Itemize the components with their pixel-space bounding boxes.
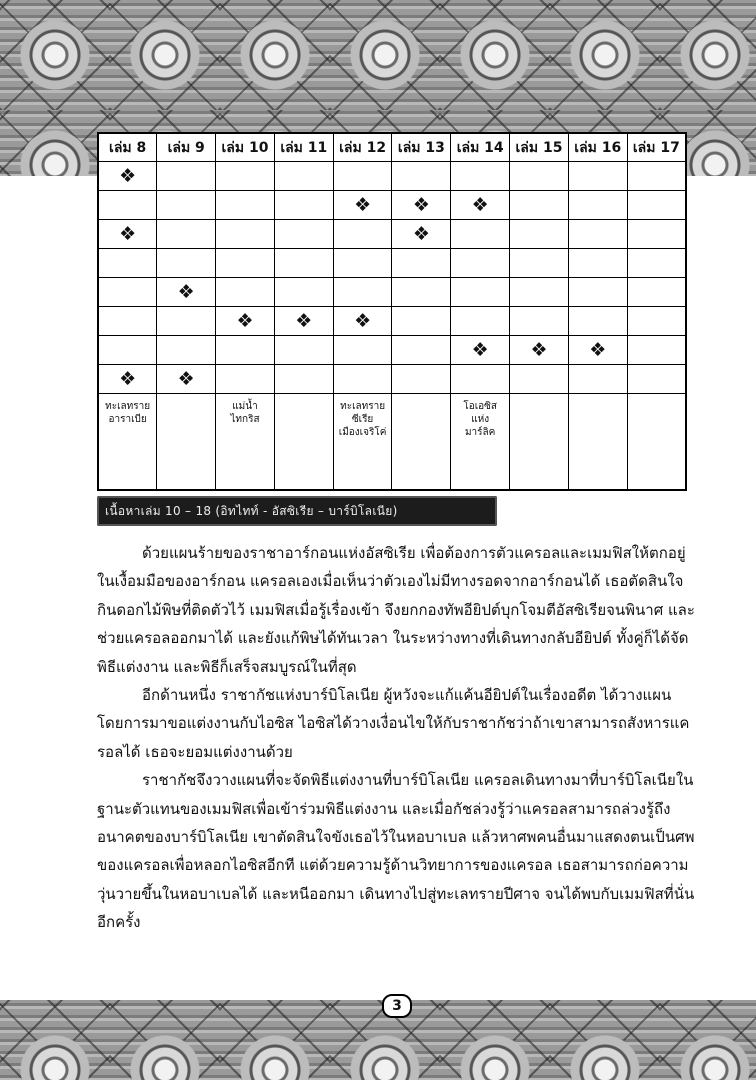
table-cell — [333, 365, 392, 394]
table-cell — [451, 162, 510, 191]
table-cell — [157, 336, 216, 365]
table-cell — [510, 307, 569, 336]
table-cell — [274, 336, 333, 365]
diamond-mark-icon: ❖ — [354, 193, 372, 216]
diamond-mark-icon: ❖ — [412, 222, 430, 245]
table-cell — [157, 220, 216, 249]
diamond-mark-icon: ❖ — [471, 193, 489, 216]
table-cell — [392, 162, 451, 191]
table-cell — [627, 336, 686, 365]
column-header: เล่ม 9 — [157, 133, 216, 162]
table-cell — [510, 365, 569, 394]
table-cell — [392, 278, 451, 307]
table-cell — [157, 365, 216, 394]
table-cell — [98, 249, 157, 278]
table-cell — [568, 365, 627, 394]
table-row — [98, 191, 686, 220]
table-cell — [216, 162, 275, 191]
table-cell — [392, 220, 451, 249]
table-cell — [157, 307, 216, 336]
table-cell — [274, 162, 333, 191]
table-cell — [568, 278, 627, 307]
table-cell — [451, 307, 510, 336]
table-cell — [274, 365, 333, 394]
table-cell — [627, 365, 686, 394]
table-cell — [98, 278, 157, 307]
place-cell — [392, 394, 451, 491]
table-cell — [157, 162, 216, 191]
table-cell — [157, 191, 216, 220]
column-header: เล่ม 17 — [627, 133, 686, 162]
page-number: 3 — [382, 994, 412, 1018]
body-text — [97, 539, 697, 937]
column-header: เล่ม 13 — [392, 133, 451, 162]
diamond-mark-icon: ❖ — [471, 338, 489, 361]
column-header: เล่ม 10 — [216, 133, 275, 162]
table-cell — [627, 249, 686, 278]
table-cell — [216, 307, 275, 336]
table-cell — [510, 162, 569, 191]
table-cell — [216, 191, 275, 220]
table-cell — [157, 249, 216, 278]
column-header: เล่ม 14 — [451, 133, 510, 162]
table-cell — [392, 249, 451, 278]
column-header: เล่ม 16 — [568, 133, 627, 162]
table-cell — [98, 365, 157, 394]
column-header: เล่ม 8 — [98, 133, 157, 162]
table-cell — [216, 336, 275, 365]
table-cell — [98, 162, 157, 191]
table-cell — [627, 220, 686, 249]
table-cell — [627, 278, 686, 307]
volume-location-table — [97, 132, 687, 491]
table-cell — [510, 336, 569, 365]
table-cell — [568, 220, 627, 249]
table-cell — [157, 278, 216, 307]
paragraph: อีกด้านหนึ่ง ราชากัชแห่งบาร์บิโลเนีย ผู้หวังจะแก้แค้นอียิปต์ในเรื่องอดีต ได้วางแผนโดยการมาขอแต่งงานกับไอซิส ไอซิสได้วางเงื่อนไขให้กับราชากัชว่าถ้าเขาสามารถสังหารแครอลได้ เธอจะยอมแต่งงานด้วย — [97, 686, 690, 761]
table-cell — [392, 336, 451, 365]
table-cell — [510, 278, 569, 307]
table-row — [98, 307, 686, 336]
diamond-mark-icon: ❖ — [412, 193, 430, 216]
table-row — [98, 336, 686, 365]
volume-location-table-wrapper — [97, 132, 687, 491]
table-cell — [627, 307, 686, 336]
table-cell — [98, 191, 157, 220]
column-header: เล่ม 11 — [274, 133, 333, 162]
table-cell — [216, 365, 275, 394]
place-cell: ทะเลทราย อาราเบีย — [98, 394, 157, 491]
table-cell — [392, 191, 451, 220]
table-cell — [451, 220, 510, 249]
diamond-mark-icon: ❖ — [119, 222, 137, 245]
place-cell — [274, 394, 333, 491]
diamond-mark-icon: ❖ — [295, 309, 313, 332]
table-row — [98, 278, 686, 307]
table-cell — [451, 365, 510, 394]
place-cell — [568, 394, 627, 491]
place-cell — [157, 394, 216, 491]
place-cell: แม่น้ำ ไทกริส — [216, 394, 275, 491]
table-cell — [568, 191, 627, 220]
table-cell — [333, 162, 392, 191]
table-row — [98, 365, 686, 394]
table-cell — [333, 249, 392, 278]
table-cell — [333, 191, 392, 220]
place-row — [98, 394, 686, 491]
place-cell — [627, 394, 686, 491]
diamond-mark-icon: ❖ — [354, 309, 372, 332]
table-cell — [98, 220, 157, 249]
place-cell: ทะเลทราย ซีเรีย เมืองเจริโค่ — [333, 394, 392, 491]
place-cell — [510, 394, 569, 491]
table-cell — [274, 249, 333, 278]
table-cell — [216, 220, 275, 249]
diamond-mark-icon: ❖ — [119, 367, 137, 390]
table-cell — [333, 278, 392, 307]
diamond-mark-icon: ❖ — [236, 309, 254, 332]
table-cell — [392, 365, 451, 394]
ornamental-footer-band — [0, 1000, 756, 1080]
section-title-banner: เนื้อหาเล่ม 10 – 18 (อิทไทท์ - อัสซิเรีย – บาร์บิโลเนีย) — [97, 496, 497, 526]
table-cell — [627, 162, 686, 191]
table-cell — [216, 249, 275, 278]
table-cell — [274, 220, 333, 249]
table-cell — [392, 307, 451, 336]
table-cell — [451, 249, 510, 278]
table-cell — [451, 191, 510, 220]
diamond-mark-icon: ❖ — [530, 338, 548, 361]
column-header: เล่ม 12 — [333, 133, 392, 162]
table-cell — [510, 249, 569, 278]
table-cell — [216, 278, 275, 307]
table-row — [98, 249, 686, 278]
table-cell — [568, 336, 627, 365]
table-row — [98, 162, 686, 191]
table-cell — [451, 278, 510, 307]
table-cell — [568, 249, 627, 278]
table-cell — [333, 336, 392, 365]
table-cell — [568, 307, 627, 336]
table-cell — [627, 191, 686, 220]
diamond-mark-icon: ❖ — [177, 280, 195, 303]
table-cell — [274, 278, 333, 307]
table-row — [98, 220, 686, 249]
table-cell — [274, 307, 333, 336]
table-cell — [98, 336, 157, 365]
table-cell — [510, 191, 569, 220]
column-header: เล่ม 15 — [510, 133, 569, 162]
table-cell — [333, 220, 392, 249]
table-cell — [510, 220, 569, 249]
table-cell — [568, 162, 627, 191]
diamond-mark-icon: ❖ — [119, 164, 137, 187]
table-cell — [274, 191, 333, 220]
paragraph: ด้วยแผนร้ายของราชาอาร์กอนแห่งอัสซิเรีย เพื่อต้องการตัวแครอลและเมมฟิสให้ตกอยู่ในเงื้อมมือของอาร์กอน แครอลเองเมื่อเห็นว่าตัวเองไม่มีทางรอดจากอาร์กอนได้ เธอตัดสินใจกินดอกไม้พิษที่ติดตัวไว้ เมมฟิสเมื่อรู้เรื่องเข้า จึงยกกองทัพอียิปต์บุกโจมตีอัสซิเรียจนพินาศ และช่วยแครอลออกมาได้ และยังแก้พิษได้ทันเวลา ในระหว่างทางที่เดินทางกลับอียิปต์ ทั้งคู่ก็ได้จัดพิธีแต่งงาน และพิธีก็เสร็จสมบูรณ์ในที่สุด — [97, 544, 695, 676]
diamond-mark-icon: ❖ — [177, 367, 195, 390]
place-cell: โอเอซิส แห่ง มาร์ลิค — [451, 394, 510, 491]
diamond-mark-icon: ❖ — [589, 338, 607, 361]
table-cell — [451, 336, 510, 365]
table-cell — [333, 307, 392, 336]
table-cell — [98, 307, 157, 336]
table-header-row — [98, 133, 686, 162]
paragraph: ราชากัชจึงวางแผนที่จะจัดพิธีแต่งงานที่บาร์บิโลเนีย แครอลเดินทางมาที่บาร์บิโลเนียในฐานะตัวแทนของเมมฟิสเพื่อเข้าร่วมพิธีแต่งงาน และเมื่อกัชล่วงรู้ว่าแครอลสามารถล่วงรู้ถึงอนาคตของบาร์บิโลเนีย เขาตัดสินใจขังเธอไว้ในหอบาเบล แล้วหาศพคนอื่นมาแสดงตนเป็นศพของแครอลเพื่อหลอกไอซิสอีกที แต่ด้วยความรู้ด้านวิทยาการของแครอล เธอสามารถก่อความวุ่นวายขึ้นในหอบาเบลได้ และหนีออกมา เดินทางไปสู่ทะเลทรายปีศาจ จนได้พบกับเมมฟิสที่นั่นอีกครั้ง — [97, 771, 695, 932]
